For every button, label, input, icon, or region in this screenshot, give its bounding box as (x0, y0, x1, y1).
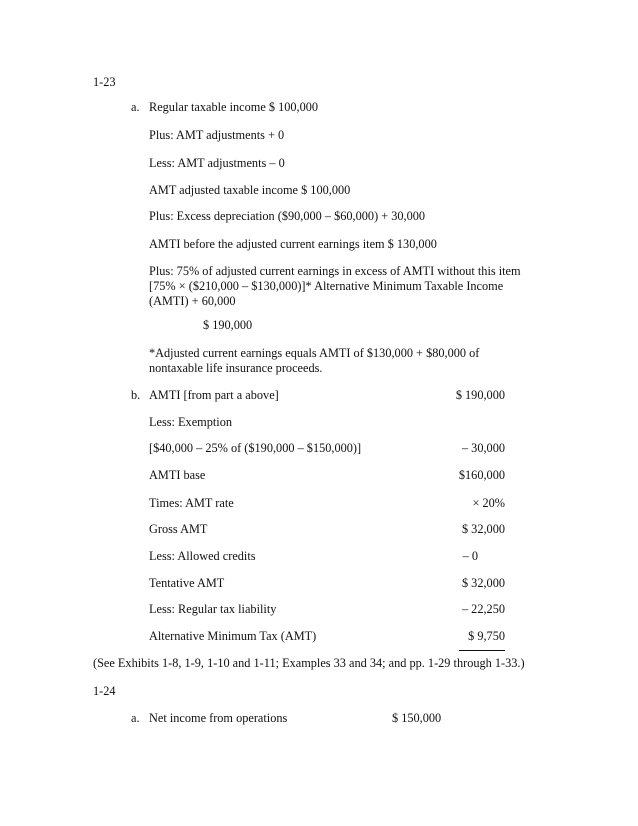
row-label: Tentative AMT (149, 576, 225, 590)
double-underline (459, 650, 505, 651)
row-value: – 22,250 (461, 602, 505, 616)
part-a-line: Plus: 75% of adjusted current earnings in excess of AMTI without this item (149, 264, 521, 278)
row-value: $ 32,000 (461, 576, 505, 590)
part-a-line: [75% × ($210,000 – $130,000)]* Alternative Minimum Taxable Income (149, 279, 504, 293)
row-label: Times: AMT rate (149, 496, 234, 510)
part-a-line: AMT adjusted taxable income $ 100,000 (149, 183, 351, 197)
row-label: AMTI [from part a above] (149, 388, 279, 402)
row-label: Less: Allowed credits (149, 549, 256, 563)
row-value: $ 32,000 (461, 522, 505, 536)
part-a-line: AMTI before the adjusted current earnings item $ 130,000 (149, 237, 437, 251)
part-a-line: Plus: Excess depreciation ($90,000 – $60,000) + 30,000 (149, 209, 426, 223)
row-value: $ 150,000 (392, 711, 442, 725)
row-label: Gross AMT (149, 522, 208, 536)
problem-number: 1-23 (93, 75, 116, 89)
row-label: Less: Exemption (149, 415, 232, 429)
row-label: [$40,000 – 25% of ($190,000 – $150,000)] (149, 441, 362, 455)
part-letter: a. (131, 100, 140, 114)
row-label: Alternative Minimum Tax (AMT) (149, 629, 317, 643)
row-value: – 0 (462, 549, 478, 563)
part-a-line: Less: AMT adjustments – 0 (149, 156, 285, 170)
part-a-line: Regular taxable income $ 100,000 (149, 100, 319, 114)
part-letter: b. (131, 388, 141, 402)
problem-number: 1-24 (93, 684, 116, 698)
row-value: $160,000 (458, 468, 505, 482)
reference-note: (See Exhibits 1-8, 1-9, 1-10 and 1-11; Examples 33 and 34; and pp. 1-29 through 1-33.) (93, 656, 525, 670)
row-value: – 30,000 (461, 441, 505, 455)
row-label: Less: Regular tax liability (149, 602, 277, 616)
part-letter: a. (131, 711, 140, 725)
row-value: $ 9,750 (468, 629, 505, 643)
footnote-line: nontaxable life insurance proceeds. (149, 361, 323, 375)
part-a-line: $ 190,000 (203, 318, 253, 332)
row-label: AMTI base (149, 468, 206, 482)
part-a-line: (AMTI) + 60,000 (149, 294, 236, 308)
footnote-line: *Adjusted current earnings equals AMTI of $130,000 + $80,000 of (149, 346, 480, 360)
row-value: $ 190,000 (455, 388, 505, 402)
part-a-line: Plus: AMT adjustments + 0 (149, 128, 285, 142)
row-label: Net income from operations (149, 711, 288, 725)
row-value: × 20% (472, 496, 505, 510)
